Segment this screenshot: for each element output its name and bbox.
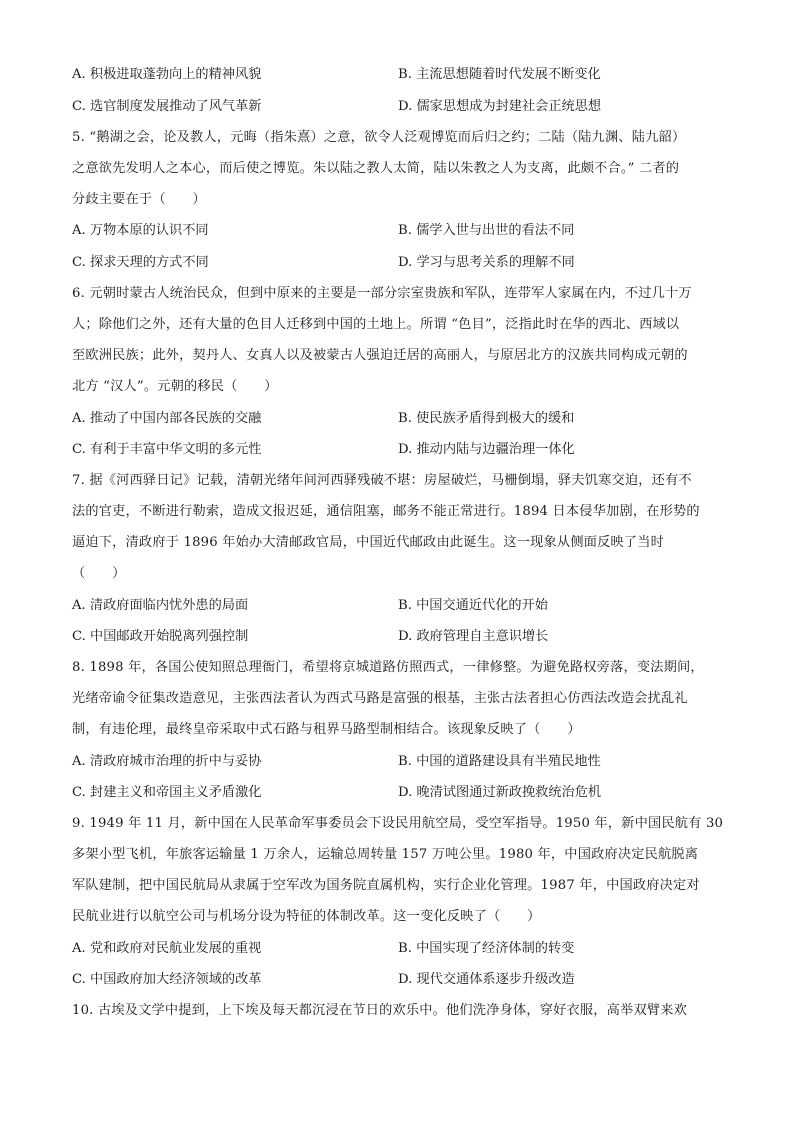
q9-stem-line-4: 民航业进行以航空公司与机场分设为特征的体制改革。这一变化反映了（ ） (72, 909, 541, 924)
q6-stem-line-2: 人；除他们之外，还有大量的色目人迁移到中国的土地上。所谓 “色目”，泛指此时在华的西北、西域以 (72, 317, 680, 332)
q9-options-row-1 (72, 940, 724, 958)
q8-stem-line-2: 光绪帝谕令征集改造意见，主张西法者认为西式马路是富强的根基，主张古法者担心仿西法改造会扰乱礼 (72, 691, 688, 706)
q5-options-row-2 (72, 254, 724, 272)
q7-option-c: C. 中国邮政开始脱离列强控制 (72, 629, 249, 644)
q5-option-c: C. 探求天理的方式不同 (72, 255, 209, 270)
q5-option-b: B. 儒学入世与出世的看法不同 (398, 223, 575, 238)
q8-options-row-2 (72, 784, 724, 802)
q7-stem-line-3: 逼迫下，清政府于 1896 年始办大清邮政官局，中国近代邮政由此诞生。这一现象从侧面反映了当时 (72, 535, 665, 550)
q9-option-c: C. 中国政府加大经济领域的改革 (72, 972, 262, 987)
q5-option-d: D. 学习与思考关系的理解不同 (398, 255, 575, 270)
q8-option-c: C. 封建主义和帝国主义矛盾激化 (72, 785, 262, 800)
q8-option-b: B. 中国的道路建设具有半殖民地性 (398, 754, 601, 769)
q7-options-row-2 (72, 628, 724, 646)
q6-option-d: D. 推动内陆与边疆治理一体化 (398, 442, 575, 457)
q6-option-a: A. 推动了中国内部各民族的交融 (72, 411, 262, 426)
q4-option-d: D. 儒家思想成为封建社会正统思想 (398, 99, 602, 114)
q9-stem-line-1: 9. 1949 年 11 月，新中国在人民革命军事委员会下设民用航空局，受空军指导。1950 年，新中国民航有 30 (72, 816, 724, 831)
q9-option-b: B. 中国实现了经济体制的转变 (398, 941, 575, 956)
q5-option-a: A. 万物本原的认识不同 (72, 223, 209, 238)
q9-stem-line-3: 军队建制，把中国民航局从隶属于空军改为国务院直属机构，实行企业化管理。1987 年，中国政府决定对 (72, 878, 700, 893)
q10-stem-line-1: 10. 古埃及文学中提到，上下埃及每天都沉浸在节日的欢乐中。他们洗净身体，穿好衣服，高举双臂来欢 (72, 1003, 688, 1018)
q7-option-d: D. 政府管理自主意识增长 (398, 629, 549, 644)
q4-option-b: B. 主流思想随着时代发展不断变化 (398, 67, 601, 82)
q5-stem-line-2: 之意欲先发明人之本心，而后使之博览。朱以陆之教人太简，陆以朱教之人为支离，此颇不合。” 二者的 (72, 161, 680, 176)
q4-option-a: A. 积极进取蓬勃向上的精神风貌 (72, 67, 262, 82)
q4-option-c: C. 选官制度发展推动了风气革新 (72, 99, 262, 114)
q9-option-d: D. 现代交通体系逐步升级改造 (398, 972, 575, 987)
q4-options-row-2 (72, 98, 724, 116)
q7-option-b: B. 中国交通近代化的开始 (398, 598, 548, 613)
q7-stem-line-4: （ ） (72, 566, 126, 581)
q7-option-a: A. 清政府面临内忧外患的局面 (72, 598, 249, 613)
q6-option-c: C. 有利于丰富中华文明的多元性 (72, 442, 262, 457)
q5-stem-line-3: 分歧主要在于（ ） (72, 192, 206, 207)
q8-stem-line-1: 8. 1898 年，各国公使知照总理衙门，希望将京城道路仿照西式，一律修整。为避免路权旁落，变法期间， (72, 660, 704, 675)
q5-options-row-1 (72, 222, 724, 240)
q8-stem-line-3: 制，有违伦理，最终皇帝采取中式石路与租界马路型制相结合。该现象反映了（ ） (72, 722, 581, 737)
q6-options-row-2 (72, 441, 724, 459)
q8-option-a: A. 清政府城市治理的折中与妥协 (72, 754, 262, 769)
q6-options-row-1 (72, 410, 724, 428)
q9-stem-line-2: 多架小型飞机，年旅客运输量 1 万余人，运输总周转量 157 万吨公里。1980 年，中国政府决定民航脱离 (72, 847, 699, 862)
q6-option-b: B. 使民族矛盾得到极大的缓和 (398, 411, 575, 426)
q8-option-d: D. 晚清试图通过新政挽救统治危机 (398, 785, 602, 800)
q9-option-a: A. 党和政府对民航业发展的重视 (72, 941, 262, 956)
q7-stem-line-1: 7. 据《河西驿日记》记载，清朝光绪年间河西驿残破不堪：房屋破烂，马栅倒塌，驿夫饥寒交迫，还有不 (72, 473, 692, 488)
q6-stem-line-3: 至欧洲民族；此外，契丹人、女真人以及被蒙古人强迫迁居的高丽人，与原居北方的汉族共同构成元朝的 (72, 348, 688, 363)
q9-options-row-2 (72, 971, 724, 989)
q8-options-row-1 (72, 753, 724, 771)
q4-options-row-1 (72, 66, 724, 84)
q6-stem-line-4: 北方 “汉人”。元朝的移民（ ） (72, 379, 278, 394)
q6-stem-line-1: 6. 元朝时蒙古人统治民众，但到中原来的主要是一部分宗室贵族和军队，连带军人家属在内，不过几十万 (72, 286, 692, 301)
q7-options-row-1 (72, 597, 724, 615)
q5-stem-line-1: 5. “鹅湖之会，论及教人，元晦（指朱熹）之意，欲令人泛观博览而后归之约；二陆（陆九渊、陆九韶） (72, 130, 686, 145)
q7-stem-line-2: 法的官吏，不断进行勒索，造成文报迟延，通信阻塞，邮务不能正常进行。1894 日本侵华加剧，在形势的 (72, 504, 700, 519)
